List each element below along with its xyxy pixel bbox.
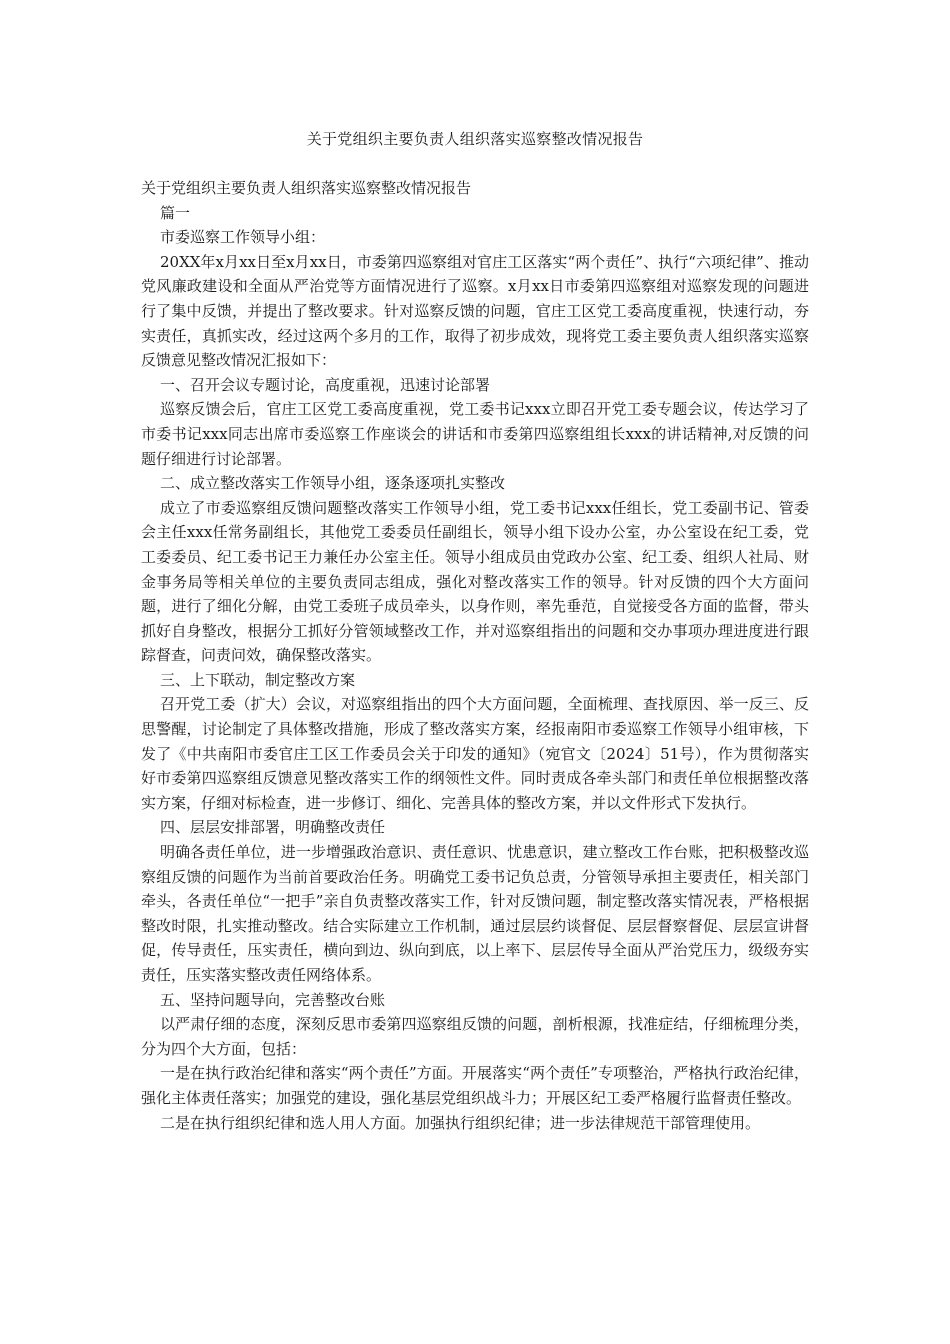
paragraph: 市委巡察工作领导小组： <box>160 228 326 247</box>
paragraph: 三、上下联动，制定整改方案 <box>160 670 356 689</box>
paragraph: 二是在执行组织纪律和选人用人方面。加强执行组织纪律；进一步法律规范干部管理使用。 <box>160 1113 761 1132</box>
paragraph: 20XX年x月xx日至x月xx日，市委第四巡察组对官庄工区落实“两个责任”、执行“六项纪律”、推动党风廉政建设和全面从严治党等方面情况进行了巡察。x月xx日市委第四巡察组对巡察发现的问题进行了集中反馈，并提出了整改要求。针对巡察反馈的问题，官庄工区党工委高度重视，快速行动，夯实责任，真抓实改，经过这两个多月的工作，取得了初步成效，现将党工委主要负责人组织落实巡察反馈意见整改情况汇报如下： <box>141 252 809 370</box>
paragraph: 四、层层安排部署，明确整改责任 <box>160 818 386 837</box>
document-body <box>141 176 809 1135</box>
paragraph: 关于党组织主要负责人组织落实巡察整改情况报告 <box>141 179 472 197</box>
document-title: 关于党组织主要负责人组织落实巡察整改情况报告 <box>306 130 644 148</box>
paragraph: 篇一 <box>160 203 191 222</box>
paragraph: 成立了市委巡察组反馈问题整改落实工作领导小组，党工委书记xxx任组长，党工委副书记、管委会主任xxx任常务副组长，其他党工委委员任副组长，领导小组下设办公室，办公室设在纪工委，党工委委员、纪工委书记王力兼任办公室主任。领导小组成员由党政办公室、纪工委、组织人社局、财金事务局等相关单位的主要负责同志组成，强化对整改落实工作的领导。针对反馈的四个大方面问题，进行了细化分解，由党工委班子成员牵头，以身作则，率先垂范，自觉接受各方面的监督，带头抓好自身整改，根据分工抓好分管领域整改工作，并对巡察组指出的问题和交办事项办理进度进行跟踪督查，问责问效，确保整改落实。 <box>141 498 809 665</box>
paragraph: 召开党工委（扩大）会议，对巡察组指出的四个大方面问题，全面梳理、查找原因、举一反三、反思警醒，讨论制定了具体整改措施，形成了整改落实方案，经报南阳市委巡察工作领导小组审核，下发了《中共南阳市委官庄工区工作委员会关于印发的通知》（宛官文〔2024〕51号），作为贯彻落实好市委第四巡察组反馈意见整改落实工作的纲领性文件。同时责成各牵头部门和责任单位根据整改落实方案，仔细对标检查，进一步修订、细化、完善具体的整改方案，并以文件形式下发执行。 <box>141 695 809 812</box>
paragraph: 巡察反馈会后，官庄工区党工委高度重视，党工委书记xxx立即召开党工委专题会议，传达学习了市委书记xxx同志出席市委巡察工作座谈会的讲话和市委第四巡察组组长xxx的讲话精神,对反馈的问题仔细进行讨论部署。 <box>141 400 809 468</box>
paragraph: 五、坚持问题导向，完善整改台账 <box>160 990 386 1009</box>
paragraph: 一、召开会议专题讨论，高度重视，迅速讨论部署 <box>160 375 491 394</box>
paragraph: 以严肃仔细的态度，深刻反思市委第四巡察组反馈的问题，剖析根源，找准症结，仔细梳理分类，分为四个大方面，包括： <box>141 1015 809 1058</box>
paragraph: 二、成立整改落实工作领导小组，逐条逐项扎实整改 <box>160 474 506 493</box>
paragraph: 明确各责任单位，进一步增强政治意识、责任意识、忧患意识，建立整改工作台账，把积极整改巡察组反馈的问题作为当前首要政治任务。明确党工委书记负总责，分管领导承担主要责任，相关部门牵头，各责任单位“一把手”亲自负责整改落实工作，针对反馈问题，制定整改落实情况表，严格根据整改时限，扎实推动整改。结合实际建立工作机制，通过层层约谈督促、层层督察督促、层层宣讲督促，传导责任，压实责任，横向到边、纵向到底，以上率下、层层传导全面从严治党压力，级级夯实责任，压实落实整改责任网络体系。 <box>141 843 809 984</box>
paragraph: 一是在执行政治纪律和落实“两个责任”方面。开展落实“两个责任”专项整治，严格执行政治纪律，强化主体责任落实；加强党的建设，强化基层党组织战斗力；开展区纪工委严格履行监督责任整改。 <box>141 1064 809 1107</box>
